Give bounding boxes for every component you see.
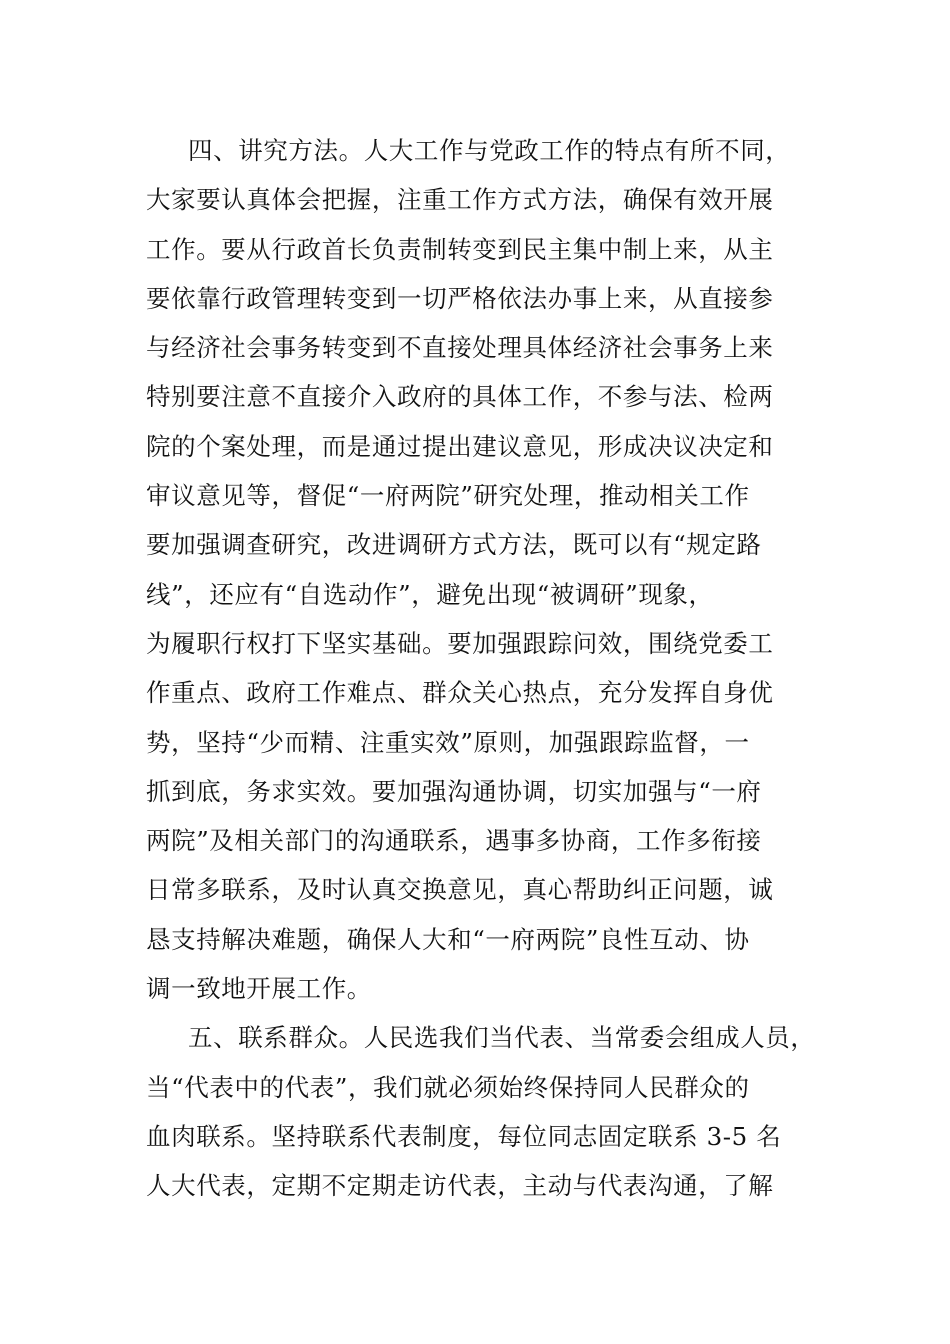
text-line: 工作。要从行政首长负责制转变到民主集中制上来，从主 bbox=[146, 234, 774, 264]
text-line: 要加强调查研究，改进调研方式方法，既可以有“规定路 bbox=[146, 530, 762, 560]
text-line: 为履职行权打下坚实基础。要加强跟踪问效，围绕党委工 bbox=[146, 628, 774, 658]
text-line: 人大代表，定期不定期走访代表，主动与代表沟通，了解 bbox=[146, 1171, 774, 1201]
paragraph-heading-line: 四、讲究方法。人大工作与党政工作的特点有所不同， bbox=[188, 136, 791, 165]
text-line: 势，坚持“少而精、注重实效”原则，加强跟踪监督，一 bbox=[146, 727, 750, 757]
text-line: 日常多联系，及时认真交换意见，真心帮助纠正问题，诚 bbox=[146, 875, 774, 905]
text-line: 作重点、政府工作难点、群众关心热点，充分发挥自身优 bbox=[146, 678, 774, 708]
text-line: 要依靠行政管理转变到一切严格依法办事上来，从直接参 bbox=[146, 283, 774, 313]
paragraph-heading-line: 五、联系群众。人民选我们当代表、当常委会组成人员， bbox=[188, 1023, 816, 1053]
text-line: 抓到底，务求实效。要加强沟通协调，切实加强与“一府 bbox=[146, 776, 762, 806]
text-line: 与经济社会事务转变到不直接处理具体经济社会事务上来 bbox=[146, 333, 774, 363]
text-line: 大家要认真体会把握，注重工作方式方法，确保有效开展 bbox=[146, 185, 774, 215]
text-line: 血肉联系。坚持联系代表制度，每位同志固定联系 3-5 名 bbox=[146, 1121, 782, 1151]
text-line: 恳支持解决难题，确保人大和“一府两院”良性互动、协 bbox=[146, 924, 750, 954]
text-line: 审议意见等，督促“一府两院”研究处理，推动相关工作 bbox=[146, 481, 750, 511]
text-line: 特别要注意不直接介入政府的具体工作，不参与法、检两 bbox=[146, 382, 774, 412]
document-body bbox=[146, 126, 826, 1211]
text-line: 院的个案处理，而是通过提出建议意见，形成决议决定和 bbox=[146, 431, 774, 461]
text-line: 两院”及相关部门的沟通联系，遇事多协商，工作多衔接 bbox=[146, 826, 762, 856]
text-line: 线”，还应有“自选动作”，避免出现“被调研”现象， bbox=[146, 579, 714, 609]
text-line: 调一致地开展工作。 bbox=[146, 974, 372, 1004]
text-line: 当“代表中的代表”，我们就必须始终保持同人民群众的 bbox=[146, 1072, 750, 1102]
